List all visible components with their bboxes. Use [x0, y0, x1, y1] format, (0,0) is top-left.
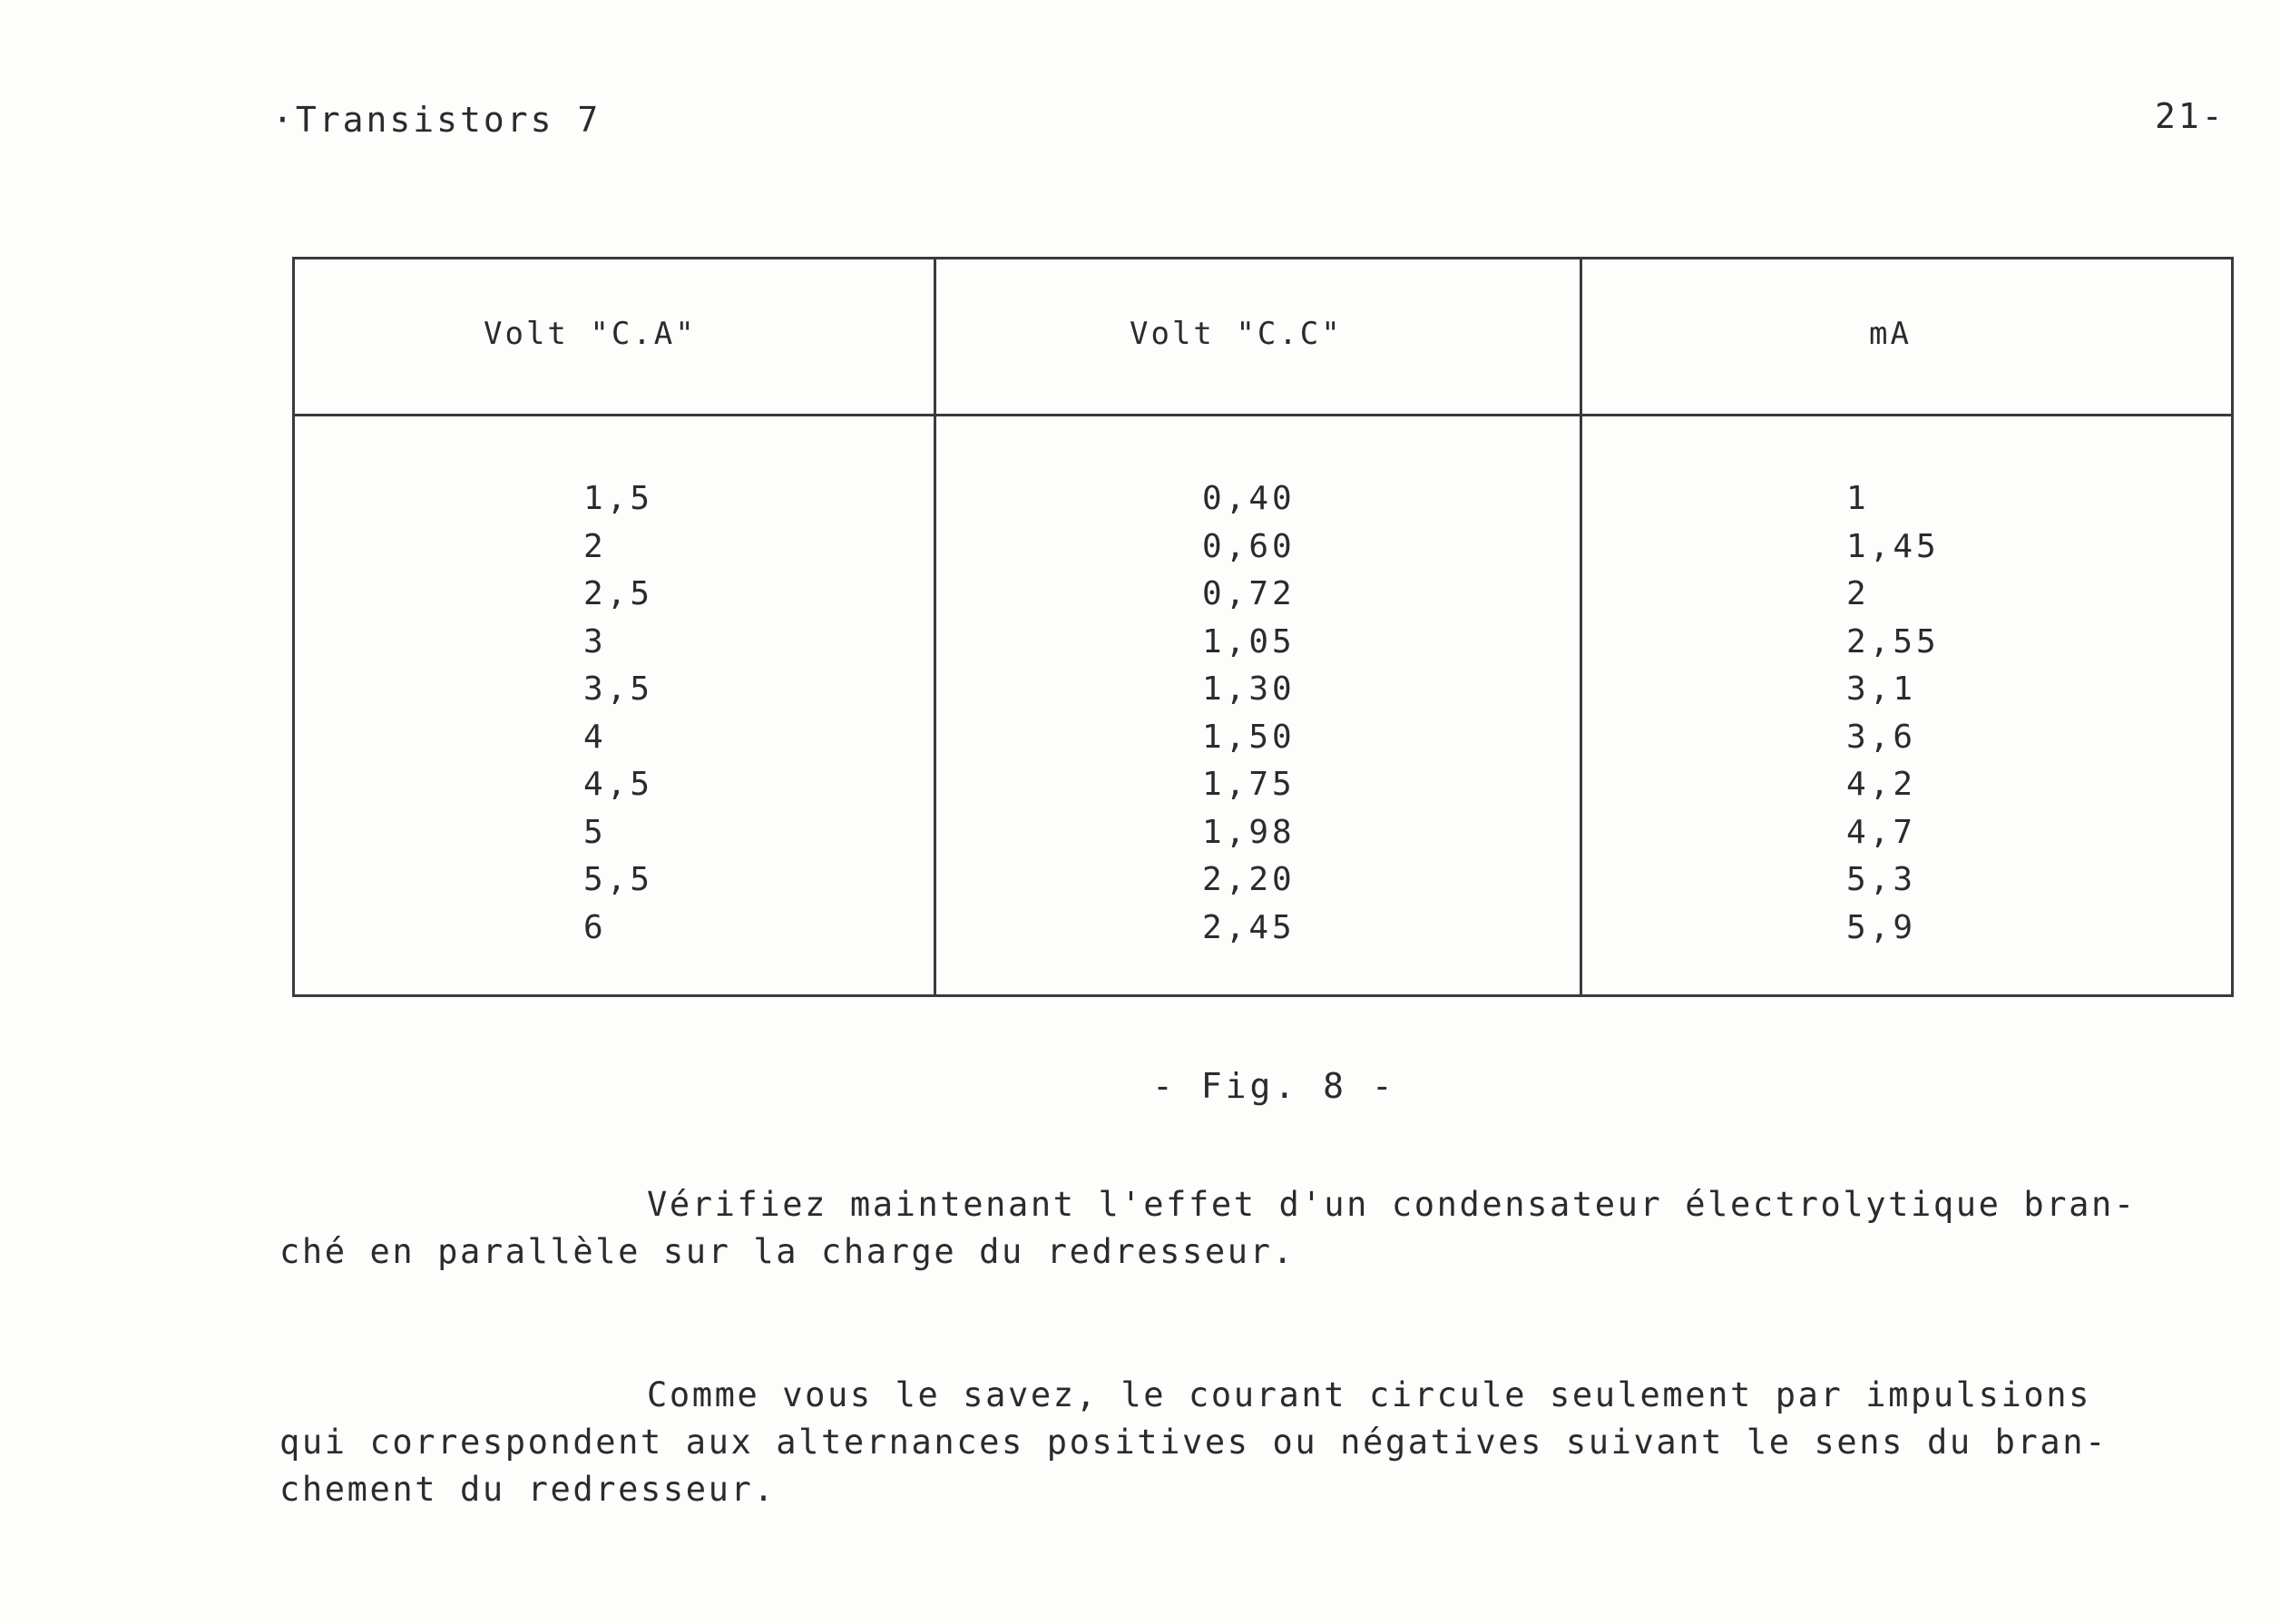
- table-cell: 0,60: [1202, 527, 1296, 565]
- volt-cc-values: [1202, 475, 1296, 952]
- table-cell: 3: [583, 622, 607, 660]
- table-cell: 5,5: [583, 861, 654, 898]
- table-cell: 4,2: [1846, 766, 1917, 803]
- paragraph-line: Vérifiez maintenant l'effet d'un condensateur électrolytique bran-: [647, 1185, 2137, 1224]
- table-cell: 1,98: [1202, 813, 1296, 851]
- table-cell: 2,20: [1202, 861, 1296, 898]
- column-header-volt-ca: Volt "C.A": [484, 316, 697, 352]
- table-cell: 6: [583, 908, 607, 946]
- column-divider: [934, 259, 936, 994]
- column-header-volt-cc: Volt "C.C": [1130, 316, 1343, 352]
- table-cell: 5,9: [1846, 908, 1917, 946]
- table-cell: 3,1: [1846, 670, 1917, 708]
- table-cell: 2,55: [1846, 622, 1940, 660]
- table-cell: 2,45: [1202, 908, 1296, 946]
- body-paragraph: [279, 1372, 2275, 1513]
- column-header-ma: mA: [1869, 316, 1912, 352]
- table-cell: 0,40: [1202, 480, 1296, 517]
- figure-caption: - Fig. 8 -: [1152, 1066, 1396, 1106]
- table-cell: 1,75: [1202, 766, 1296, 803]
- paragraph-line: qui correspondent aux alternances positives ou négatives suivant le sens du bran-: [279, 1423, 2108, 1462]
- table-cell: 4,5: [583, 766, 654, 803]
- volt-ca-values: [583, 475, 653, 952]
- table-cell: 1,05: [1202, 622, 1296, 660]
- table-cell: 1,50: [1202, 718, 1296, 756]
- table-cell: 1,30: [1202, 670, 1296, 708]
- column-divider: [1580, 259, 1582, 994]
- table-cell: 0,72: [1202, 575, 1296, 612]
- table-cell: 1: [1846, 480, 1870, 517]
- measurement-table: [292, 257, 2234, 997]
- table-cell: 2,5: [583, 575, 654, 612]
- table-cell: 4: [583, 718, 607, 756]
- table-cell: 2: [583, 527, 607, 565]
- table-cell: 4,7: [1846, 813, 1917, 851]
- body-paragraph: [279, 1181, 2275, 1276]
- table-cell: 1,5: [583, 480, 654, 517]
- table-cell: 5: [583, 813, 607, 851]
- paragraph-line: ché en parallèle sur la charge du redresseur.: [279, 1232, 1296, 1271]
- paragraph-line: chement du redresseur.: [279, 1470, 777, 1509]
- table-cell: 5,3: [1846, 861, 1917, 898]
- ma-values: [1846, 475, 1940, 952]
- running-header-title: ·Transistors 7: [272, 100, 602, 140]
- table-header-row: [295, 259, 2231, 416]
- table-cell: 2: [1846, 575, 1870, 612]
- page-number: 21-: [2155, 96, 2226, 136]
- table-cell: 3,6: [1846, 718, 1917, 756]
- table-cell: 1,45: [1846, 527, 1940, 565]
- table-cell: 3,5: [583, 670, 654, 708]
- paragraph-line: Comme vous le savez, le courant circule seulement par impulsions: [647, 1375, 2092, 1414]
